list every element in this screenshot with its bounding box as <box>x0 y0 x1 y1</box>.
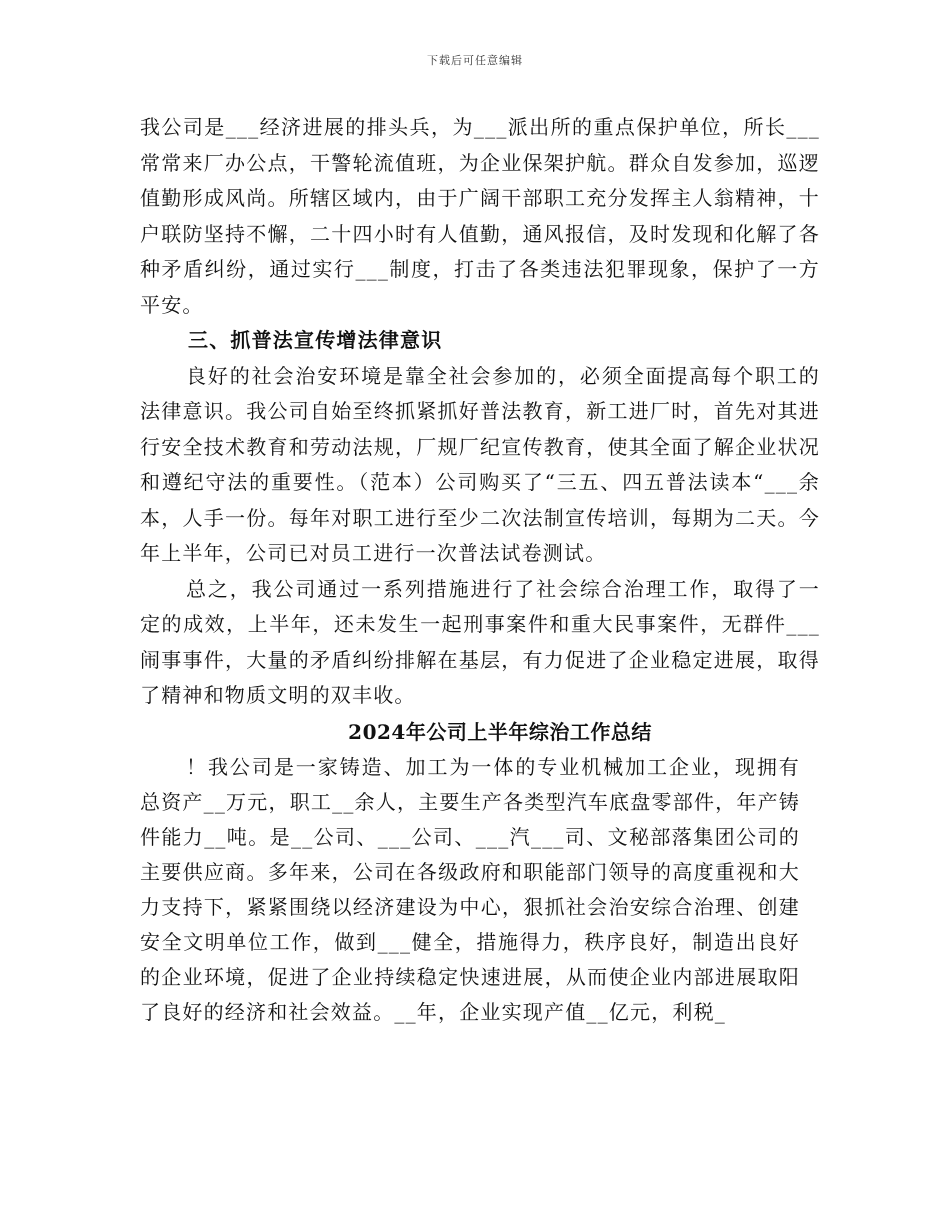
page-header-note: 下载后可任意编辑 <box>427 54 523 67</box>
document-title: 2024年公司上半年综治工作总结 <box>348 719 652 744</box>
section-heading-legal-awareness: 三、抓普法宣传增法律意识 <box>188 328 443 352</box>
document-body <box>140 110 820 1030</box>
paragraph-police-protection: 我公司是___经济进展的排头兵，为___派出所的重点保护单位，所长___常常来厂办公点，干警轮流值班，为企业保架护航。群众自发参加，巡逻值勤形成风尚。所辖区域内，由于广阔干部职工充分发挥主人翁精神，十户联防坚持不懈，二十四小时有人值勤，通风报信，及时发现和化解了各种矛盾纠纷，通过实行___制度，打击了各类违法犯罪现象，保护了一方平安。 <box>140 115 820 317</box>
paragraph-company-intro: ！我公司是一家铸造、加工为一体的专业机械加工企业，现拥有总资产__万元，职工__余人，主要生产各类型汽车底盘零部件，年产铸件能力__吨。是__公司、___公司、___汽___司、文秘部落集团公司的主要供应商。多年来，公司在各级政府和职能部门领导的高度重视和大力支持下，紧紧围绕以经济建设为中心，狠抓社会治安综合治理、创建安全文明单位工作，做到___健全，措施得力，秩序良好，制造出良好的企业环境，促进了企业持续稳定快速进展，从而使企业内部进展取阳了良好的经济和社会效益。__年，企业实现产值__亿元，利税_ <box>140 754 800 1024</box>
paragraph-legal-education: 良好的社会治安环境是靠全社会参加的，必须全面提高每个职工的法律意识。我公司自始至终抓紧抓好普法教育，新工进厂时，首先对其进行安全技术教育和劳动法规，厂规厂纪宣传教育，使其全面了解企业状况和遵纪守法的重要性。（范本）公司购买了“三五、四五普法读本“___余本，人手一份。每年对职工进行至少二次法制宣传培训，每期为二天。今年上半年，公司已对员工进行一次普法试卷测试。 <box>140 363 820 565</box>
paragraph-summary: 总之，我公司通过一系列措施进行了社会综合治理工作，取得了一定的成效，上半年，还未发生一起刑事案件和重大民事案件，无群件___闹事事件，大量的矛盾纠纷排解在基层，有力促进了企业稳定进展，取得了精神和物质文明的双丰收。 <box>140 576 820 707</box>
